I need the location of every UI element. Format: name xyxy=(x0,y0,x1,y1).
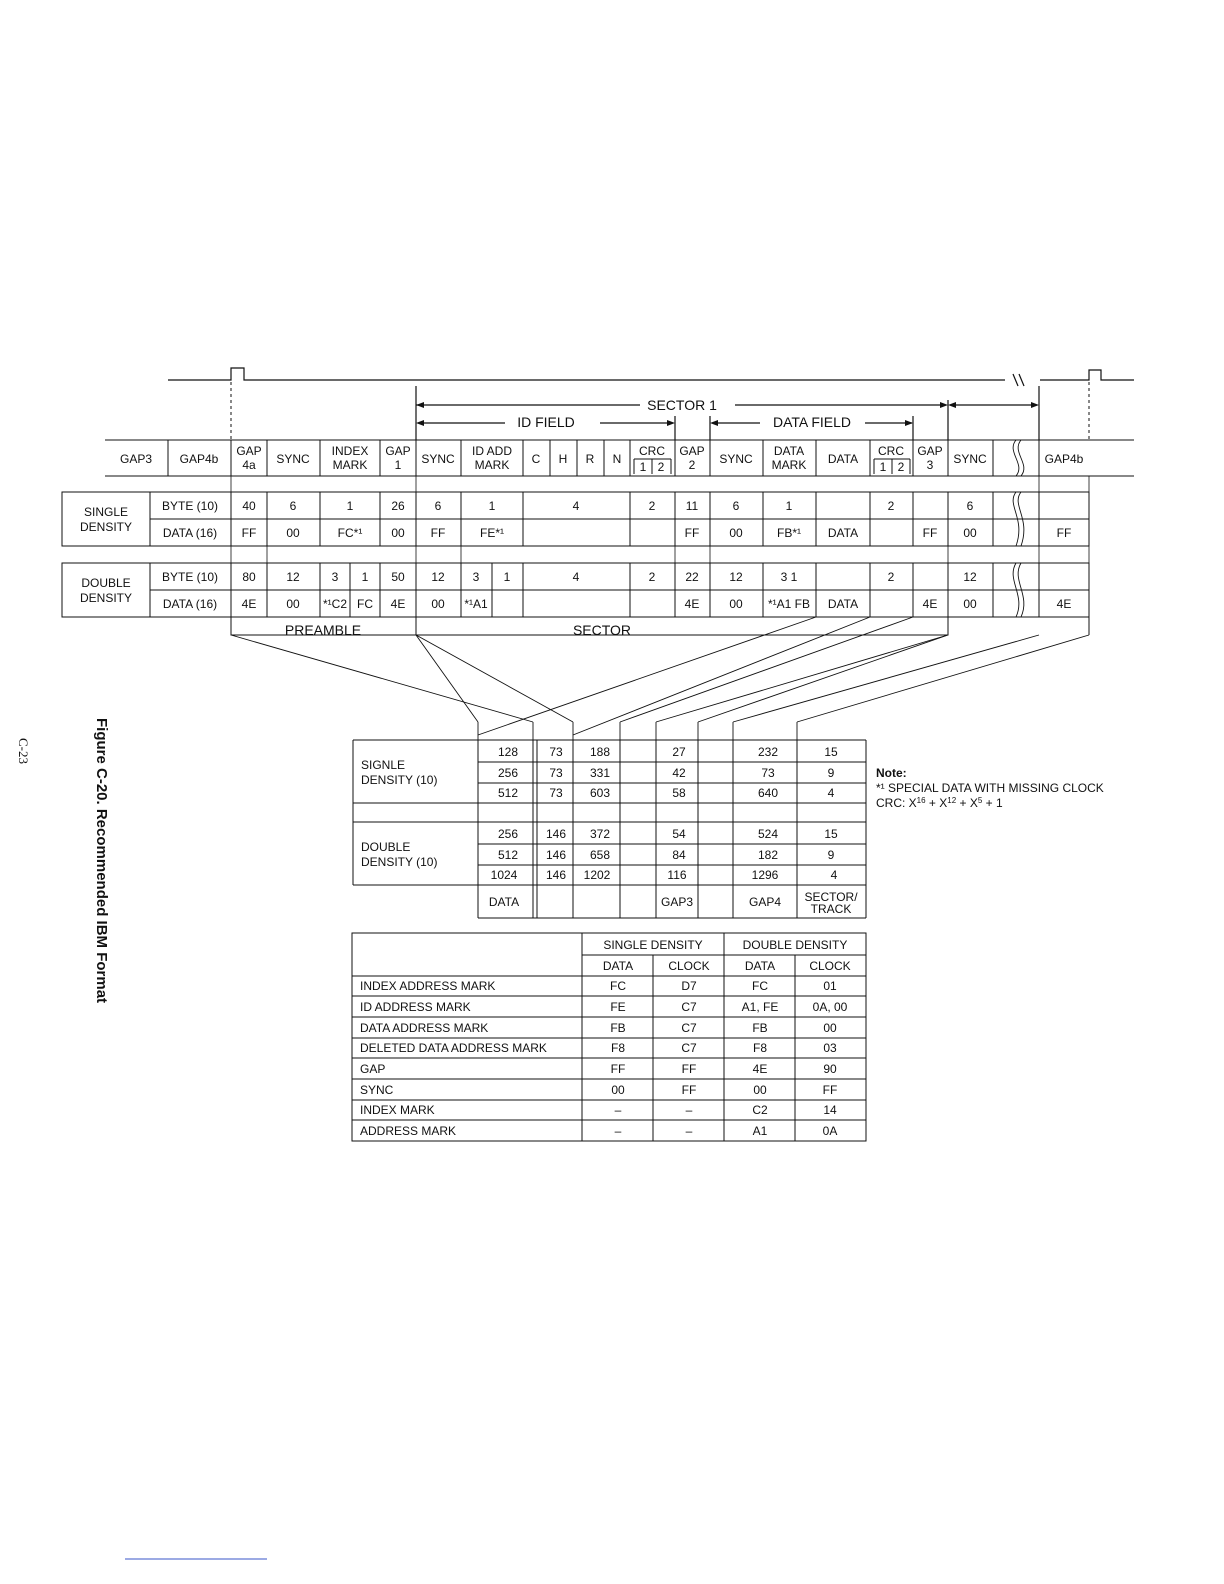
hdr-crc-b-1: 1 xyxy=(879,460,887,474)
lt-cell: 84 xyxy=(672,848,686,862)
lt-cell: 58 xyxy=(672,786,686,800)
sd-data-label: DATA (16) xyxy=(162,526,218,540)
lt-footer-sector-track-2: TRACK xyxy=(810,902,852,916)
sd-data-index-mark: FC*¹ xyxy=(337,526,363,540)
lt-cell: 128 xyxy=(497,745,519,759)
dd-data-gap2: 4E xyxy=(684,597,700,611)
hdr-gap3b-1: GAP xyxy=(917,444,943,458)
sd-data-sync: 00 xyxy=(286,526,300,540)
lt-cell: 73 xyxy=(549,786,563,800)
dd-byte-gap1: 50 xyxy=(391,570,405,584)
mt-cell: 01 xyxy=(823,979,837,993)
lt-single-label-2: DENSITY (10) xyxy=(361,773,438,787)
sd-data-data: DATA xyxy=(827,526,859,540)
sd-byte-sync: 6 xyxy=(289,499,297,513)
dd-data-gap1: 4E xyxy=(390,597,406,611)
dd-byte-dm: 3 1 xyxy=(780,570,798,584)
mt-cell: – xyxy=(614,1103,622,1117)
hdr-crc-b-2: 2 xyxy=(897,460,905,474)
dd-byte-im-b: 1 xyxy=(361,570,369,584)
lt-cell: 256 xyxy=(497,766,519,780)
hdr-id-add-mark-1: ID ADD xyxy=(471,444,513,458)
dd-byte-gap2: 22 xyxy=(685,570,699,584)
note-title: Note: xyxy=(876,766,907,780)
figure-title: Figure C-20. Recommended IBM Format xyxy=(93,718,110,1004)
dd-data-id-a: *¹A1 xyxy=(464,597,488,611)
lt-cell: 1202 xyxy=(583,868,611,882)
mt-cell: C2 xyxy=(752,1103,768,1117)
sd-byte-gap1: 26 xyxy=(391,499,405,513)
mt-cell: 00 xyxy=(753,1083,767,1097)
dd-label-2: DENSITY xyxy=(79,591,133,605)
mt-cell: F8 xyxy=(610,1041,626,1055)
hdr-id-add-mark-2: MARK xyxy=(474,458,510,472)
lt-footer-gap3: GAP3 xyxy=(660,895,694,909)
lt-cell: 73 xyxy=(549,745,563,759)
lt-cell: 524 xyxy=(757,827,779,841)
hdr-gap4b: GAP4b xyxy=(179,452,219,466)
hdr-gap2-2: 2 xyxy=(688,458,696,472)
dd-data-data: DATA xyxy=(827,597,859,611)
hdr-crc-b: CRC xyxy=(878,444,904,458)
dd-byte-sync3: 12 xyxy=(729,570,743,584)
hdr-data-mark-2: MARK xyxy=(771,458,807,472)
lt-cell: 603 xyxy=(589,786,611,800)
mt-row-label: ID ADDRESS MARK xyxy=(360,1000,471,1014)
mt-row-label: ADDRESS MARK xyxy=(360,1124,457,1138)
dd-byte-sync2: 12 xyxy=(431,570,445,584)
hdr-h: H xyxy=(558,452,568,466)
dd-data-label: DATA (16) xyxy=(162,597,218,611)
sd-byte-data-mark: 1 xyxy=(785,499,793,513)
length-table xyxy=(353,740,866,918)
mt-cell: 00 xyxy=(611,1083,625,1097)
lt-cell: 4 xyxy=(830,868,838,882)
dd-byte-id-b: 1 xyxy=(503,570,511,584)
lt-cell: 9 xyxy=(827,848,835,862)
hdr-index-mark-1: INDEX xyxy=(331,444,369,458)
lt-cell: 512 xyxy=(497,786,519,800)
sd-byte-chrn: 4 xyxy=(572,499,580,513)
hdr-data-mark-1: DATA xyxy=(773,444,805,458)
lt-cell: 640 xyxy=(757,786,779,800)
lt-cell: 9 xyxy=(827,766,835,780)
mt-col-data: DATA xyxy=(744,959,776,973)
dd-byte-chrn: 4 xyxy=(572,570,580,584)
lt-cell: 116 xyxy=(667,868,687,882)
dd-byte-sync4: 12 xyxy=(963,570,977,584)
sd-byte-crc-b: 2 xyxy=(887,499,895,513)
lt-cell: 146 xyxy=(545,827,567,841)
sd-data-data-mark: FB*¹ xyxy=(777,526,801,540)
lt-cell: 27 xyxy=(672,745,686,759)
id-field-label: ID FIELD xyxy=(517,414,575,430)
sd-label-1: SINGLE xyxy=(83,505,129,519)
hdr-gap1-1: GAP xyxy=(385,444,411,458)
mt-row-label: INDEX MARK xyxy=(360,1103,435,1117)
sd-data-gap3: FF xyxy=(922,526,938,540)
dd-data-im-a: *¹C2 xyxy=(322,597,348,611)
hdr-crc-1: 1 xyxy=(639,460,647,474)
hdr-gap3: GAP3 xyxy=(119,452,153,466)
hdr-gap3b-2: 3 xyxy=(926,458,934,472)
mark-table xyxy=(352,933,866,1141)
index-pulse-line xyxy=(168,368,1134,386)
hdr-n: N xyxy=(612,452,622,466)
lt-double-label-2: DENSITY (10) xyxy=(361,855,438,869)
lt-cell: 146 xyxy=(545,868,567,882)
dd-byte-crc: 2 xyxy=(648,570,656,584)
hdr-sync2: SYNC xyxy=(421,452,455,466)
mt-cell: FC xyxy=(610,979,626,993)
hdr-gap4a-1: GAP xyxy=(236,444,262,458)
sd-data-gap1: 00 xyxy=(391,526,405,540)
mt-cell: 14 xyxy=(823,1103,837,1117)
lt-cell: 232 xyxy=(757,745,779,759)
mt-cell: – xyxy=(685,1124,693,1138)
lt-cell: 54 xyxy=(672,827,686,841)
mt-row-label: DELETED DATA ADDRESS MARK xyxy=(360,1041,547,1055)
sd-data-gap4a: FF xyxy=(241,526,257,540)
dd-data-dm: *¹A1 FB xyxy=(767,597,811,611)
dd-data-sync3: 00 xyxy=(729,597,743,611)
sd-byte-sync3: 6 xyxy=(732,499,740,513)
hdr-r: R xyxy=(585,452,595,466)
dd-byte-im-a: 3 xyxy=(331,570,339,584)
lt-double-label-1: DOUBLE xyxy=(361,840,411,854)
mt-cell: 03 xyxy=(823,1041,837,1055)
sd-byte-id-mark: 1 xyxy=(488,499,496,513)
mt-cell: FB xyxy=(610,1021,626,1035)
mt-cell: 90 xyxy=(823,1062,837,1076)
double-density-grid xyxy=(62,563,1089,617)
mt-cell: FC xyxy=(752,979,768,993)
mt-cell: FF xyxy=(681,1062,697,1076)
hdr-c: C xyxy=(531,452,541,466)
dd-data-gap4b: 4E xyxy=(1056,597,1072,611)
lt-cell: 188 xyxy=(589,745,611,759)
hdr-gap4b-end: GAP4b xyxy=(1044,452,1084,466)
dd-data-sync4: 00 xyxy=(963,597,977,611)
hdr-sync4: SYNC xyxy=(953,452,987,466)
lt-cell: 658 xyxy=(589,848,611,862)
lt-cell: 256 xyxy=(497,827,519,841)
dd-byte-crc-b: 2 xyxy=(887,570,895,584)
mt-row-label: INDEX ADDRESS MARK xyxy=(360,979,496,993)
mt-col-clock: CLOCK xyxy=(668,959,710,973)
mt-double-density: DOUBLE DENSITY xyxy=(742,938,848,952)
mt-row-label: SYNC xyxy=(360,1083,394,1097)
sector-label: SECTOR xyxy=(572,622,632,638)
dd-label-1: DOUBLE xyxy=(81,576,131,590)
dd-byte-gap4a: 80 xyxy=(242,570,256,584)
dd-data-sync2: 00 xyxy=(431,597,445,611)
sd-byte-crc: 2 xyxy=(648,499,656,513)
sd-data-gap2: FF xyxy=(684,526,700,540)
single-density-grid xyxy=(62,492,1089,546)
lt-single-label-1: SIGNLE xyxy=(361,758,406,772)
lt-cell: 73 xyxy=(761,766,775,780)
mt-col-data: DATA xyxy=(602,959,634,973)
hdr-sync3: SYNC xyxy=(719,452,753,466)
hdr-crc-2: 2 xyxy=(657,460,665,474)
sector-1-label: SECTOR 1 xyxy=(647,397,717,413)
note-line-2: CRC: $X^{16} + X^{12} + X^5 + 1$ xyxy=(876,796,1003,810)
mt-cell: – xyxy=(614,1124,622,1138)
lt-cell: 4 xyxy=(827,786,835,800)
sd-byte-sync4: 6 xyxy=(966,499,974,513)
mt-cell: A1, FE xyxy=(741,1000,779,1014)
mt-row-label: GAP xyxy=(360,1062,386,1076)
lt-footer-data: DATA xyxy=(488,895,520,909)
data-field-label: DATA FIELD xyxy=(772,414,852,430)
mt-cell: 0A, 00 xyxy=(812,1000,848,1014)
mt-cell: FF xyxy=(822,1083,838,1097)
mt-single-density: SINGLE DENSITY xyxy=(603,938,703,952)
lt-footer-sector-track-1: SECTOR/ xyxy=(804,890,858,904)
sector-markers xyxy=(416,386,1039,440)
mt-cell: C7 xyxy=(681,1041,697,1055)
lt-cell: 146 xyxy=(545,848,567,862)
mt-cell: 0A xyxy=(822,1124,838,1138)
sd-byte-gap2: 11 xyxy=(685,499,699,513)
mt-cell: 4E xyxy=(752,1062,768,1076)
sd-data-gap4b: FF xyxy=(1056,526,1072,540)
dd-data-im-b: FC xyxy=(357,597,373,611)
mt-cell: FB xyxy=(752,1021,768,1035)
lt-cell: 372 xyxy=(589,827,611,841)
lt-cell: 73 xyxy=(549,766,563,780)
hdr-sync: SYNC xyxy=(276,452,310,466)
dd-byte-label: BYTE (10) xyxy=(161,570,219,584)
mt-cell: FF xyxy=(681,1083,697,1097)
sd-byte-index-mark: 1 xyxy=(346,499,354,513)
lt-cell: 1024 xyxy=(490,868,518,882)
hdr-gap2-1: GAP xyxy=(679,444,705,458)
sd-data-sync2: FF xyxy=(430,526,446,540)
mt-cell: FF xyxy=(610,1062,626,1076)
dd-byte-sync: 12 xyxy=(286,570,300,584)
sd-data-id-mark: FE*¹ xyxy=(480,526,504,540)
hdr-data: DATA xyxy=(827,452,859,466)
mt-cell: F8 xyxy=(752,1041,768,1055)
sd-data-sync4: 00 xyxy=(963,526,977,540)
lt-cell: 1296 xyxy=(751,868,779,882)
dd-data-gap3: 4E xyxy=(922,597,938,611)
hdr-gap4a-2: 4a xyxy=(242,458,256,472)
lt-cell: 42 xyxy=(672,766,686,780)
sd-label-2: DENSITY xyxy=(79,520,133,534)
dd-data-gap4a: 4E xyxy=(241,597,257,611)
lt-footer-gap4: GAP4 xyxy=(748,895,782,909)
dd-byte-id-a: 3 xyxy=(472,570,480,584)
dd-data-sync: 00 xyxy=(286,597,300,611)
hdr-index-mark-2: MARK xyxy=(332,458,368,472)
mt-cell: FE xyxy=(610,1000,626,1014)
mt-cell: – xyxy=(685,1103,693,1117)
note-line-1: *¹ SPECIAL DATA WITH MISSING CLOCK xyxy=(876,781,1104,795)
mt-row-label: DATA ADDRESS MARK xyxy=(360,1021,489,1035)
mt-cell: D7 xyxy=(681,979,697,993)
sd-byte-sync2: 6 xyxy=(434,499,442,513)
lt-cell: 15 xyxy=(824,827,838,841)
hdr-gap1-2: 1 xyxy=(394,458,402,472)
format-header xyxy=(105,440,1134,476)
sd-byte-label: BYTE (10) xyxy=(161,499,219,513)
lt-cell: 331 xyxy=(589,766,611,780)
mt-cell: A1 xyxy=(752,1124,768,1138)
lt-cell: 512 xyxy=(497,848,519,862)
page-number: C-23 xyxy=(16,738,31,764)
hdr-crc: CRC xyxy=(639,444,665,458)
lt-cell: 15 xyxy=(824,745,838,759)
sd-data-sync3: 00 xyxy=(729,526,743,540)
preamble-label: PREAMBLE xyxy=(284,622,362,638)
mt-col-clock: CLOCK xyxy=(809,959,851,973)
mt-cell: C7 xyxy=(681,1021,697,1035)
note xyxy=(876,766,1104,810)
lt-cell: 182 xyxy=(757,848,779,862)
sd-byte-gap4a: 40 xyxy=(242,499,256,513)
mt-cell: C7 xyxy=(681,1000,697,1014)
mt-cell: 00 xyxy=(823,1021,837,1035)
